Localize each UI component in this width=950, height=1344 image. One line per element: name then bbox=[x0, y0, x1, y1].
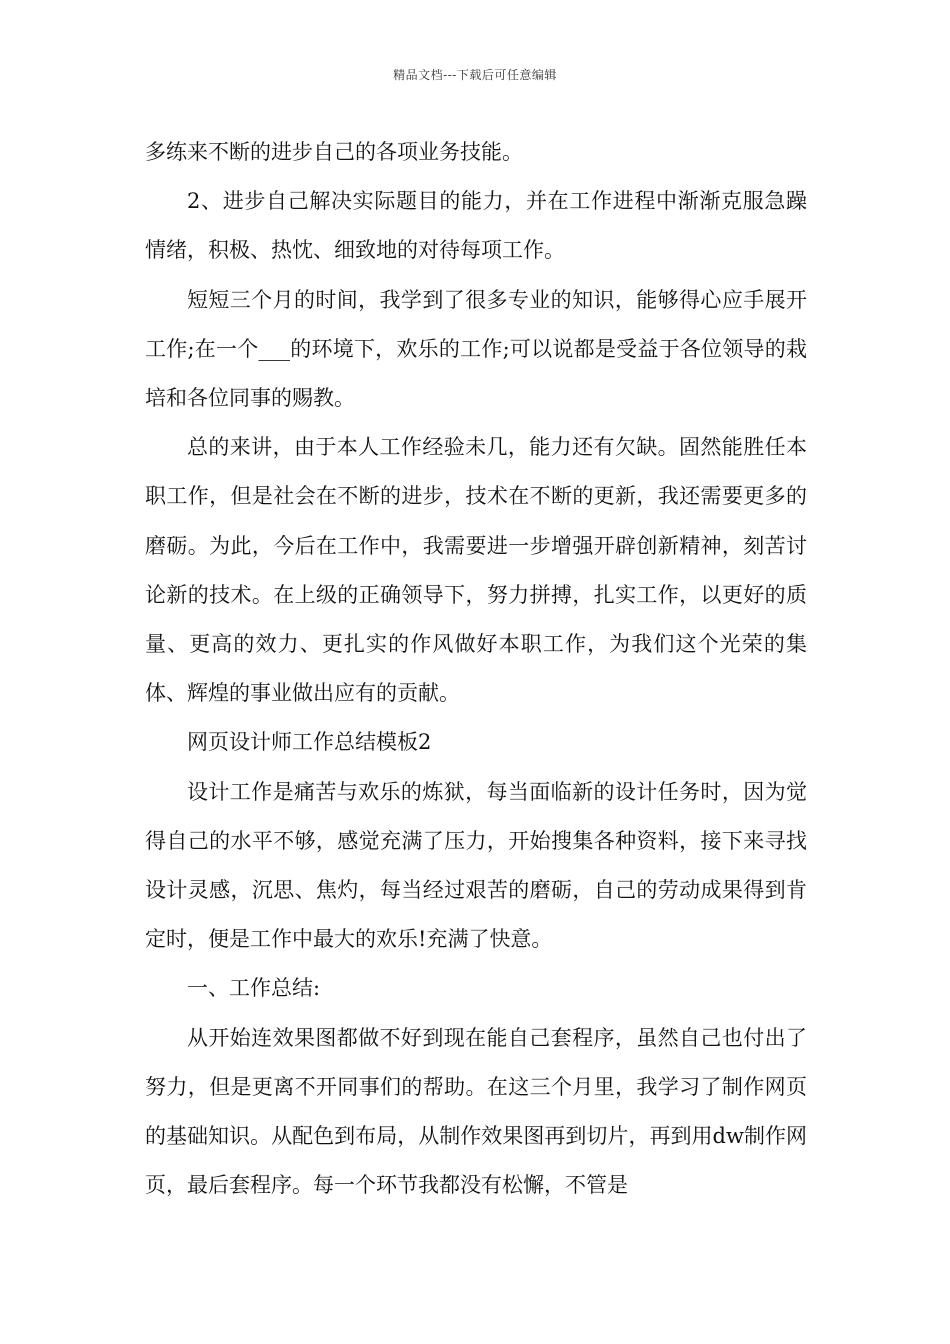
page-header: 精品文档---下载后可任意编辑 bbox=[393, 68, 557, 82]
paragraph-summary: 总的来讲，由于本人工作经验未几，能力还有欠缺。固然能胜任本职工作，但是社会在不断的进步，技术在不断的更新，我还需要更多的磨砺。为此，今后在工作中，我需要进一步增强开辟创新精神，刻苦讨论新的技术。在上级的正确领导下，努力拼搏，扎实工作，以更好的质量、更高的效力、更扎实的作风做好本职工作，为我们这个光荣的集体、辉煌的事业做出应有的贡献。 bbox=[145, 435, 807, 706]
paragraph-design-work: 设计工作是痛苦与欢乐的炼狱，每当面临新的设计任务时，因为觉得自己的水平不够，感觉充满了压力，开始搜集各种资料，接下来寻找设计灵感，沉思、焦灼，每当经过艰苦的磨砺，自己的劳动成果得到肯定时，便是工作中最大的欢乐!充满了快意。 bbox=[145, 779, 807, 952]
section-title: 网页设计师工作总结模板2 bbox=[187, 730, 432, 755]
document-body bbox=[145, 128, 807, 1210]
paragraph-continuation: 多练来不断的进步自己的各项业务技能。 bbox=[145, 140, 523, 164]
paragraph-three-months: 短短三个月的时间，我学到了很多专业的知识，能够得心应手展开工作;在一个___的环境下，欢乐的工作;可以说都是受益于各位领导的栽培和各位同事的赐教。 bbox=[145, 287, 807, 411]
paragraph-item-2: 2、进步自己解决实际题目的能力，并在工作进程中渐渐克服急躁情绪，积极、热忱、细致地的对待每项工作。 bbox=[145, 189, 807, 263]
paragraph-learning: 从开始连效果图都做不好到现在能自己套程序，虽然自己也付出了努力，但是更离不开同事们的帮助。在这三个月里，我学习了制作网页的基础知识。从配色到布局，从制作效果图再到切片，再到用dw制作网页，最后套程序。每一个环节我都没有松懈，不管是 bbox=[145, 1025, 807, 1198]
subsection-title: 一、工作总结: bbox=[187, 976, 321, 1001]
